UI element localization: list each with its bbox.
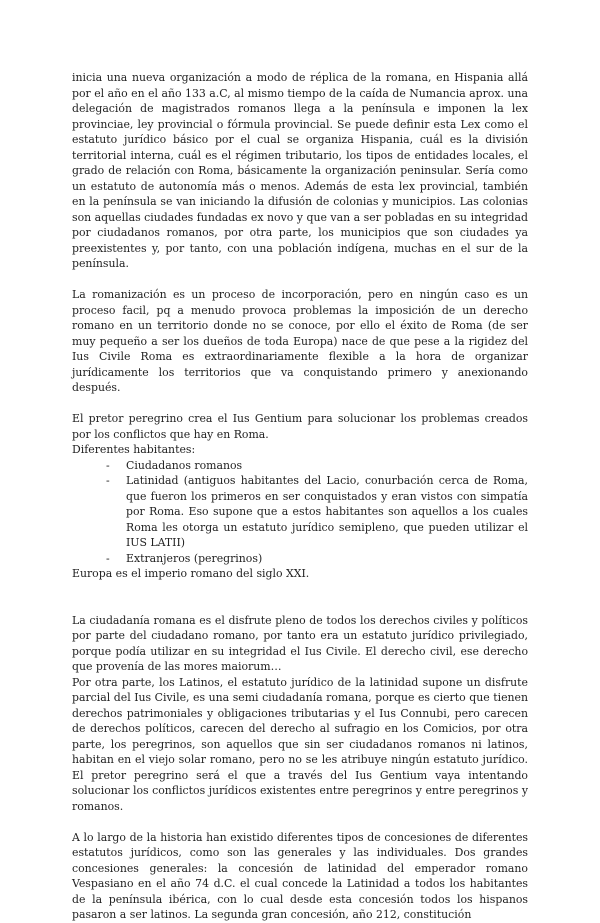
spacer xyxy=(72,582,528,613)
paragraph-concesiones: A lo largo de la historia han existido diferentes tipos de concesiones de diferentes estatutos jurídicos, como son las generales y las individuales. Dos grandes concesiones generales: la concesión de latinidad del emperador romano Vespasiano en el año 74 d.C. el cual concede la Latinidad a todos los habitantes de la península ibérica, con lo cual desde esta concesión todos los hispanos pasaron a ser latinos. La segunda gran concesión, año 212, constitución xyxy=(72,830,528,921)
document-page xyxy=(72,70,528,923)
paragraph-ciudadania: La ciudadanía romana es el disfrute pleno de todos los derechos civiles y políticos por parte del ciudadano romano, por tanto era un estatuto jurídico privilegiado, porque podía utilizar en su integridad el Ius Civile. El derecho civil, ese derecho que provenía de las mores maiorum… xyxy=(72,613,528,673)
list-item: - Latinidad (antiguos habitantes del Lacio, conurbación cerca de Roma, que fueron los primeros en ser conquistados y eran vistos con simpatía por Roma. Eso supone que a estos habitantes son aquellos a los cuales Roma les otorga un estatuto jurídico semipleno, que pueden utilizar el IUS LATII) xyxy=(108,473,528,551)
list-item: - Extranjeros (peregrinos) xyxy=(108,551,528,567)
habitantes-heading: Diferentes habitantes: xyxy=(72,443,196,456)
spacer xyxy=(72,396,528,412)
paragraph-romanizacion: La romanización es un proceso de incorporación, pero en ningún caso es un proceso facil, pq a menudo provoca problemas la imposición de un derecho romano en un territorio donde no se conoce, por ello el éxito de Roma (de ser muy pequeño a ser los dueños de toda Europa) nace de que pese a la rigidez del Ius Civile Roma es extraordinariamente flexible a la hora de organizar jurídicamente los territorios que va conquistando primero y anexionando después. xyxy=(72,288,528,394)
paragraph-latinos: Por otra parte, los Latinos, el estatuto jurídico de la latinidad supone un disfrute parcial del Ius Civile, es una semi ciudadanía romana, porque es cierto que tienen derechos patrimoniales y obligaciones tributarias y el Ius Connubi, pero carecen de derechos políticos, carecen del derecho al sufragio en los Comicios, por otra parte, los peregrinos, son aquellos que sin ser ciudadanos romanos ni latinos, habitan en el viejo solar romano, pero no se les atribuye ningún estatuto jurídico. El pretor peregrino será el que a través del Ius Gentium vaya intentando solucionar los conflictos jurídicos existentes entre peregrinos y entre peregrinos y romanos. xyxy=(72,675,528,813)
paragraph-europa: Europa es el imperio romano del siglo XXI. xyxy=(72,567,310,580)
paragraph-organizacion: inicia una nueva organización a modo de réplica de la romana, en Hispania allá por el año en el año 133 a.C, al mismo tiempo de la caída de Numancia aprox. una delegación de magistrados romanos llega a la península e imponen la lex provinciae, ley provincial o fórmula provincial. Se puede definir esta Lex como el estatuto jurídico básico por el cual se organiza Hispania, cuál es la división territorial interna, cuál es el régimen tributario, los tipos de entidades locales, el grado de relación con Roma, básicamente la organización peninsular. Sería como un estatuto de autonomía más o menos. Además de esta lex provincial, también en la península se van iniciando la difusión de colonias y municipios. Las colonias son aquellas ciudades fundadas ex novo y que van a ser pobladas en su integridad por ciudadanos romanos, por otra parte, los municipios que son ciudades ya preexistentes y, por tanto, con una población indígena, muchas en el sur de la península. xyxy=(72,71,528,270)
list-item: - Ciudadanos romanos xyxy=(108,458,528,474)
paragraph-pretor-peregrino: El pretor peregrino crea el Ius Gentium para solucionar los problemas creados por los conflictos que hay en Roma. xyxy=(72,412,528,441)
spacer xyxy=(72,814,528,830)
spacer xyxy=(72,272,528,288)
habitantes-list xyxy=(72,458,528,567)
